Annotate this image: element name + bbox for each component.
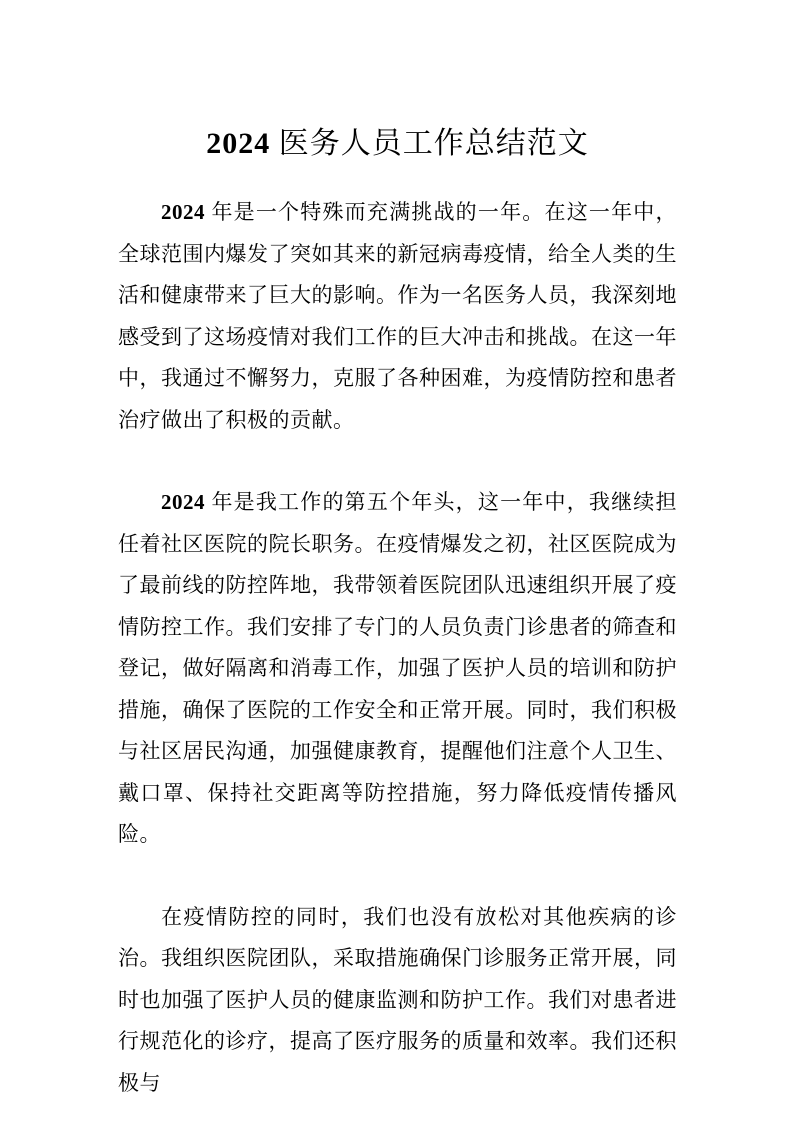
- paragraph-1: [118, 192, 677, 441]
- text-run: 在疫情防控的同时，我们也没有放松对其他疾病的诊治。我组织医院团队，采取措施确保门诊服务正常开展，同时也加强了医护人员的健康监测和防护工作。我们对患者进行规范化的诊疗，提高了医疗服务的质量和效率。我们还积极与: [118, 904, 677, 1095]
- bold-text-run: 2024: [161, 200, 205, 224]
- document-title: [118, 126, 677, 162]
- bold-text-run: 2024: [161, 490, 205, 514]
- bold-text-run: 2024: [206, 127, 271, 160]
- document-body: [118, 192, 677, 1104]
- paragraph-2: [118, 482, 677, 856]
- paragraph-3: [118, 897, 677, 1105]
- text-run: 年是我工作的第五个年头，这一年中，我继续担任着社区医院的院长职务。在疫情爆发之初，社区医院成为了最前线的防控阵地，我带领着医院团队迅速组织开展了疫情防控工作。我们安排了专门的人员负责门诊患者的筛查和登记，做好隔离和消毒工作，加强了医护人员的培训和防护措施，确保了医院的工作安全和正常开展。同时，我们积极与社区居民沟通，加强健康教育，提醒他们注意个人卫生、戴口罩、保持社交距离等防控措施，努力降低疫情传播风险。: [118, 490, 677, 846]
- text-run: 医务人员工作总结范文: [270, 127, 589, 160]
- text-run: 年是一个特殊而充满挑战的一年。在这一年中，全球范围内爆发了突如其来的新冠病毒疫情，给全人类的生活和健康带来了巨大的影响。作为一名医务人员，我深刻地感受到了这场疫情对我们工作的巨大冲击和挑战。在这一年中，我通过不懈努力，克服了各种困难，为疫情防控和患者治疗做出了积极的贡献。: [118, 200, 677, 432]
